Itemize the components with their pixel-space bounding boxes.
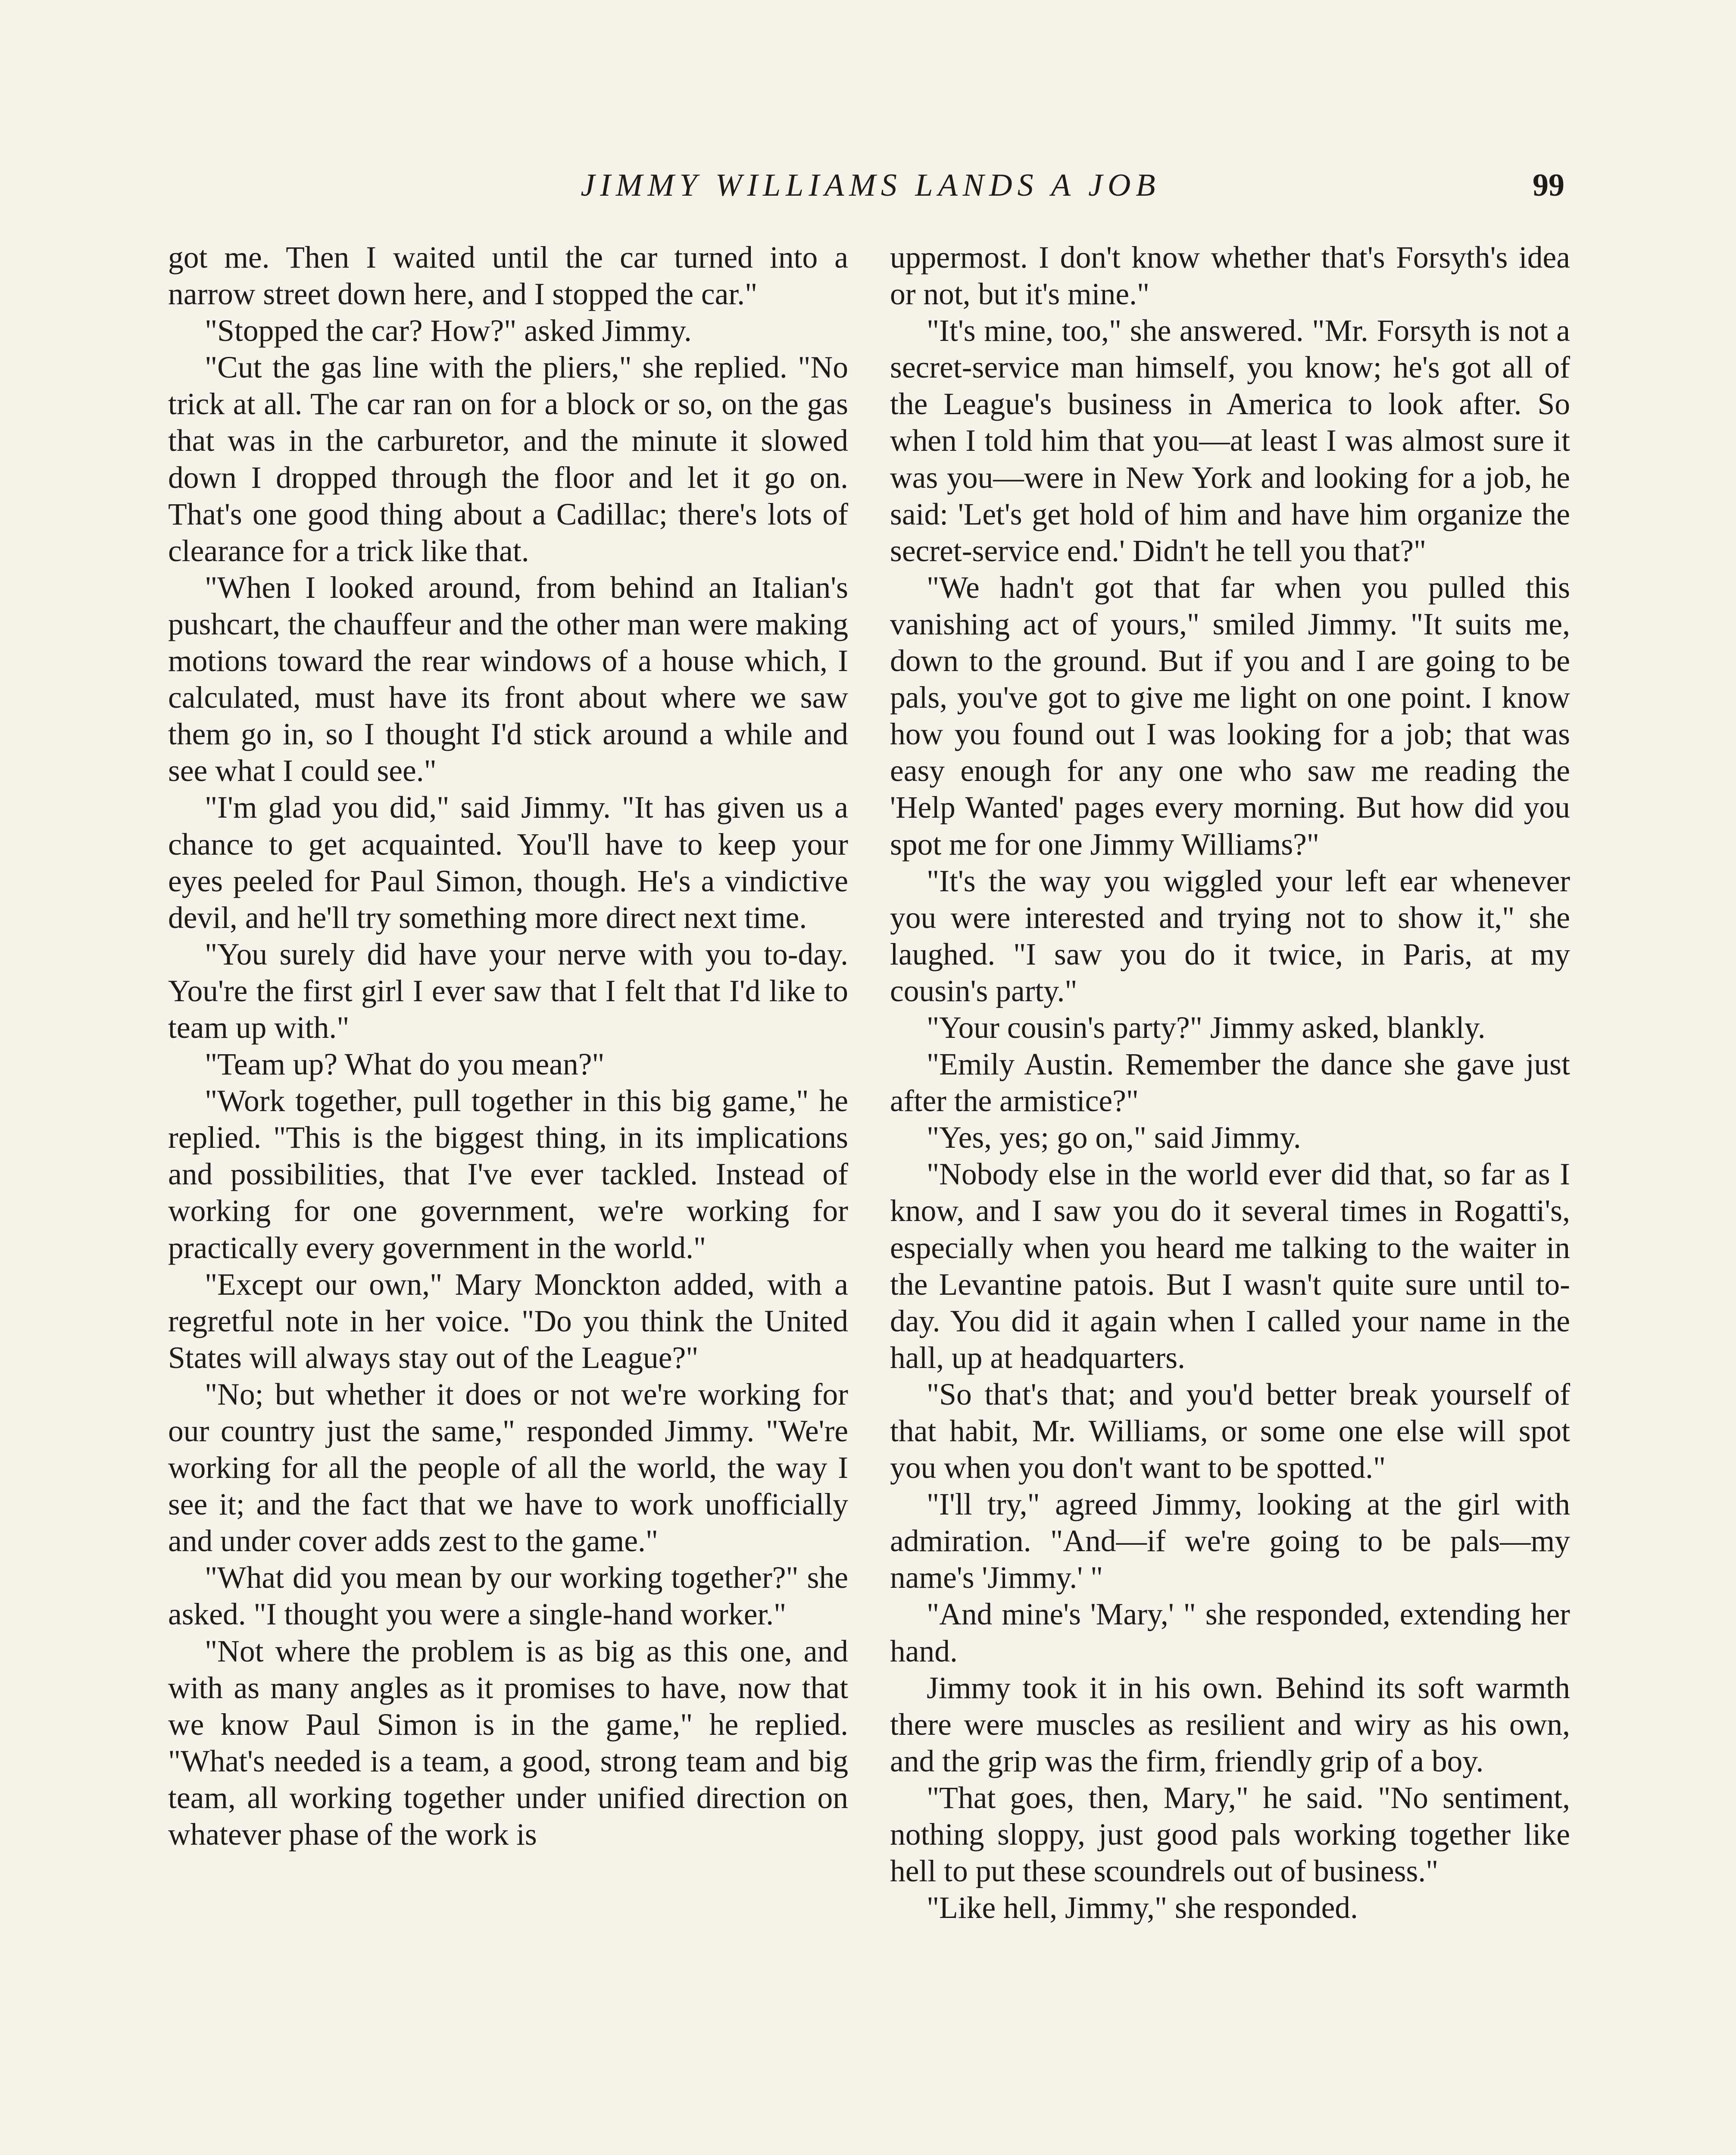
left-column	[168, 239, 848, 1853]
paragraph: "Emily Austin. Remember the dance she gave just after the armistice?"	[890, 1047, 1570, 1118]
paragraph: "It's the way you wiggled your left ear whenever you were interested and trying not to show it," she laughed. "I saw you do it twice, in Paris, at my cousin's party."	[890, 864, 1570, 1008]
right-column	[890, 239, 1570, 1926]
paragraph: "So that's that; and you'd better break yourself of that habit, Mr. Williams, or some one else will spot you when you don't want to be spotted."	[890, 1377, 1570, 1485]
paragraph: "What did you mean by our working together?" she asked. "I thought you were a single-hand worker."	[168, 1561, 848, 1632]
running-head: JIMMY WILLIAMS LANDS A JOB	[581, 168, 1161, 203]
paragraph: "Team up? What do you mean?"	[205, 1047, 605, 1082]
paragraph: "No; but whether it does or not we're working for our country just the same," responded Jimmy. "We're working for all the people of all the world, the way I see it; and the fact that we have to work unofficially and under cover adds zest to the game."	[168, 1377, 848, 1558]
paragraph: "When I looked around, from behind an Italian's pushcart, the chauffeur and the other man were making motions toward the rear windows of a house which, I calculated, must have its front about where we saw them go in, so I thought I'd stick around a while and see what I could see."	[168, 570, 848, 788]
paragraph: "That goes, then, Mary," he said. "No sentiment, nothing sloppy, just good pals working together like hell to put these scoundrels out of business."	[890, 1780, 1570, 1889]
paragraph: "Like hell, Jimmy," she responded.	[927, 1891, 1358, 1925]
paragraph: "It's mine, too," she answered. "Mr. Forsyth is not a secret-service man himself, you know; he's got all of the League's business in America to look after. So when I told him that you—at least I was almost sure it was you—were in New York and looking for a job, he said: 'Let's get hold of him and have him organize the secret-service end.' Didn't he tell you that?"	[890, 314, 1570, 568]
paragraph: "Not where the problem is as big as this one, and with as many angles as it promises to have, now that we know Paul Simon is in the game," he replied. "What's needed is a team, a good, strong team and big team, all working together under unified direction on whatever phase of the work is	[168, 1634, 848, 1852]
page-header	[164, 159, 1577, 220]
paragraph: "Stopped the car? How?" asked Jimmy.	[205, 314, 692, 348]
paragraph: uppermost. I don't know whether that's Forsyth's idea or not, but it's mine."	[890, 240, 1570, 312]
paragraph: "I'm glad you did," said Jimmy. "It has given us a chance to get acquainted. You'll have to keep your eyes peeled for Paul Simon, though. He's a vindictive devil, and he'll try something more direct next time.	[168, 790, 848, 935]
paragraph: "Work together, pull together in this big game," he replied. "This is the biggest thing, in its implications and possibilities, that I've ever tackled. Instead of working for one government, we're working for practically every government in the world."	[168, 1084, 848, 1265]
paragraph: "And mine's 'Mary,' " she responded, extending her hand.	[890, 1597, 1570, 1668]
paragraph: Jimmy took it in his own. Behind its soft warmth there were muscles as resilient and wiry as his own, and the grip was the firm, friendly grip of a boy.	[890, 1671, 1570, 1778]
paragraph: got me. Then I waited until the car turned into a narrow street down here, and I stopped the car."	[168, 240, 848, 312]
paragraph: "I'll try," agreed Jimmy, looking at the girl with admiration. "And—if we're going to be pals—my name's 'Jimmy.' "	[890, 1487, 1570, 1595]
paragraph: "Except our own," Mary Monckton added, with a regretful note in her voice. "Do you think the United States will always stay out of the League?"	[168, 1267, 848, 1375]
paragraph: "Yes, yes; go on," said Jimmy.	[927, 1121, 1301, 1155]
paragraph: "Your cousin's party?" Jimmy asked, blankly.	[927, 1010, 1486, 1045]
page-number: 99	[1533, 168, 1564, 203]
paragraph: "Nobody else in the world ever did that, so far as I know, and I saw you do it several times in Rogatti's, especially when you heard me talking to the waiter in the Levantine patois. But I wasn't quite sure until to-day. You did it again when I called your name in the hall, up at headquarters.	[890, 1157, 1570, 1375]
paragraph: "Cut the gas line with the pliers," she replied. "No trick at all. The car ran on for a block or so, on the gas that was in the carburetor, and the minute it slowed down I dropped through the floor and let it go on. That's one good thing about a Cadillac; there's lots of clearance for a trick like that.	[168, 350, 848, 568]
paragraph: "We hadn't got that far when you pulled this vanishing act of yours," smiled Jimmy. "It suits me, down to the ground. But if you and I are going to be pals, you've got to give me light on one point. I know how you found out I was looking for a job; that was easy enough for any one who saw me reading the 'Help Wanted' pages every morning. But how did you spot me for one Jimmy Williams?"	[890, 570, 1570, 862]
paragraph: "You surely did have your nerve with you to-day. You're the first girl I ever saw that I felt that I'd like to team up with."	[168, 937, 848, 1045]
